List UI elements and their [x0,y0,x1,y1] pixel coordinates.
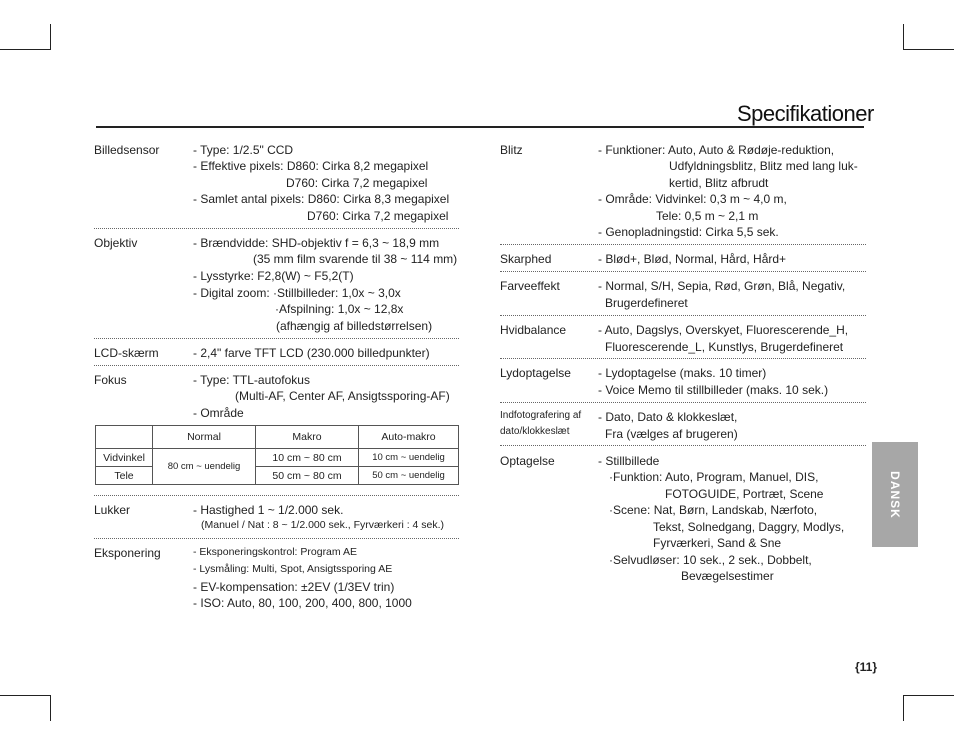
spec-label: Blitz [500,143,523,157]
spec-line: - Voice Memo til stillbilleder (maks. 10 sek.) [598,383,829,397]
spec-line: D760: Cirka 7,2 megapixel [286,176,428,190]
spec-label: Optagelse [500,454,555,468]
spec-line: - Hastighed 1 ~ 1/2.000 sek. [193,503,344,517]
spec-line: - Genopladningstid: Cirka 5,5 sek. [598,225,779,239]
spec-line: - Funktioner: Auto, Auto & Rødøje-reduktion, [598,143,835,157]
table-cell: 50 cm ~ 80 cm [256,467,359,485]
spec-line: (Multi-AF, Center AF, Ansigtssporing-AF) [235,389,450,403]
spec-line: - Eksponeringskontrol: Program AE [193,546,357,558]
spec-line: Fra (vælges af brugeren) [605,427,738,441]
section-divider [94,338,459,339]
section-divider [94,495,459,496]
crop-mark [903,49,954,50]
section-divider [94,538,459,539]
spec-label: Indfotografering af [500,410,582,421]
spec-line: Fyrværkeri, Sand & Sne [653,536,782,550]
spec-label: Eksponering [94,546,161,560]
section-divider [500,402,866,403]
spec-line: - Brændvidde: SHD-objektiv f = 6,3 ~ 18,9 mm [193,236,440,250]
spec-line: - EV-kompensation: ±2EV (1/3EV trin) [193,580,395,594]
spec-line: Udfyldningsblitz, Blitz med lang luk- [669,159,858,173]
section-divider [500,445,866,446]
spec-label: Lukker [94,503,131,517]
section-divider [500,315,866,316]
crop-mark [50,695,51,721]
table-cell: 10 cm ~ uendelig [359,449,459,467]
section-divider [94,228,459,229]
spec-line: - Stillbillede [598,454,660,468]
language-tab [872,442,918,547]
spec-line: ·Scene: Nat, Børn, Landskab, Nærfoto, [609,503,818,517]
spec-line: - 2,4" farve TFT LCD (230.000 billedpunkter) [193,346,430,360]
page-title: Specifikationer [737,101,874,126]
spec-line: kertid, Blitz afbrudt [669,176,769,190]
spec-line: FOTOGUIDE, Portræt, Scene [665,487,824,501]
crop-mark [50,24,51,50]
table-cell: 50 cm ~ uendelig [359,467,459,485]
table-cell: 10 cm ~ 80 cm [256,449,359,467]
crop-mark [0,49,50,50]
spec-line: - Lysmåling: Multi, Spot, Ansigtssporing AE [193,563,393,575]
spec-line: - Digital zoom: ·Stillbilleder: 1,0x ~ 3,0x [193,286,401,300]
crop-mark [903,695,904,721]
table-cell: 80 cm ~ uendelig [153,449,256,485]
spec-label: Fokus [94,373,127,387]
spec-line: - Område [193,406,244,420]
spec-line: D760: Cirka 7,2 megapixel [307,209,449,223]
spec-line: - Normal, S/H, Sepia, Rød, Grøn, Blå, Negativ, [598,279,846,293]
spec-line: - Type: TTL-autofokus [193,373,310,387]
spec-line: - Auto, Dagslys, Overskyet, Fluorescerende_H, [598,323,849,337]
section-divider [94,365,459,366]
spec-line: Tele: 0,5 m ~ 2,1 m [656,209,759,223]
crop-mark [0,695,50,696]
spec-label: Farveeffekt [500,279,560,293]
spec-line: - Dato, Dato & klokkeslæt, [598,410,738,424]
spec-label: Lydoptagelse [500,366,571,380]
spec-label: dato/klokkeslæt [500,426,570,437]
language-tab-label: DANSK [888,470,902,519]
spec-line: - ISO: Auto, 80, 100, 200, 400, 800, 1000 [193,596,412,610]
table-header [96,426,153,449]
spec-line: - Blød+, Blød, Normal, Hård, Hård+ [598,252,787,266]
spec-label: Skarphed [500,252,552,266]
table-cell: Vidvinkel [96,449,153,467]
table-header: Auto-makro [359,426,459,449]
spec-line: - Type: 1/2.5" CCD [193,143,294,157]
table-cell: Tele [96,467,153,485]
crop-mark [903,24,904,50]
table-header: Makro [256,426,359,449]
spec-line: (35 mm film svarende til 38 ~ 114 mm) [253,252,458,266]
spec-label: LCD-skærm [94,346,159,360]
section-divider [500,358,866,359]
spec-line: ·Afspilning: 1,0x ~ 12,8x [275,302,404,316]
spec-line: - Samlet antal pixels: D860: Cirka 8,3 megapixel [193,192,450,206]
spec-line: Fluorescerende_L, Kunstlys, Brugerdefineret [605,340,844,354]
page-number: {11} [855,660,878,674]
spec-line: ·Funktion: Auto, Program, Manuel, DIS, [609,470,819,484]
spec-line: (afhængig af billedstørrelsen) [276,319,433,333]
spec-line: Brugerdefineret [605,296,688,310]
spec-line: - Område: Vidvinkel: 0,3 m ~ 4,0 m, [598,192,787,206]
spec-line: Tekst, Solnedgang, Daggry, Modlys, [653,520,845,534]
crop-mark [903,695,954,696]
title-rule [96,126,864,128]
spec-line: - Lydoptagelse (maks. 10 timer) [598,366,767,380]
spec-label: Hvidbalance [500,323,567,337]
spec-line: - Lysstyrke: F2,8(W) ~ F5,2(T) [193,269,354,283]
table-header: Normal [153,426,256,449]
focus-range-table [95,425,459,485]
spec-line: ·Selvudløser: 10 sek., 2 sek., Dobbelt, [609,553,812,567]
spec-label: Objektiv [94,236,138,250]
spec-label: Billedsensor [94,143,160,157]
spec-line: Bevægelsestimer [681,569,774,583]
section-divider [500,244,866,245]
spec-line: - Effektive pixels: D860: Cirka 8,2 megapixel [193,159,429,173]
spec-line: (Manuel / Nat : 8 ~ 1/2.000 sek., Fyrværkeri : 4 sek.) [201,519,445,531]
section-divider [500,271,866,272]
